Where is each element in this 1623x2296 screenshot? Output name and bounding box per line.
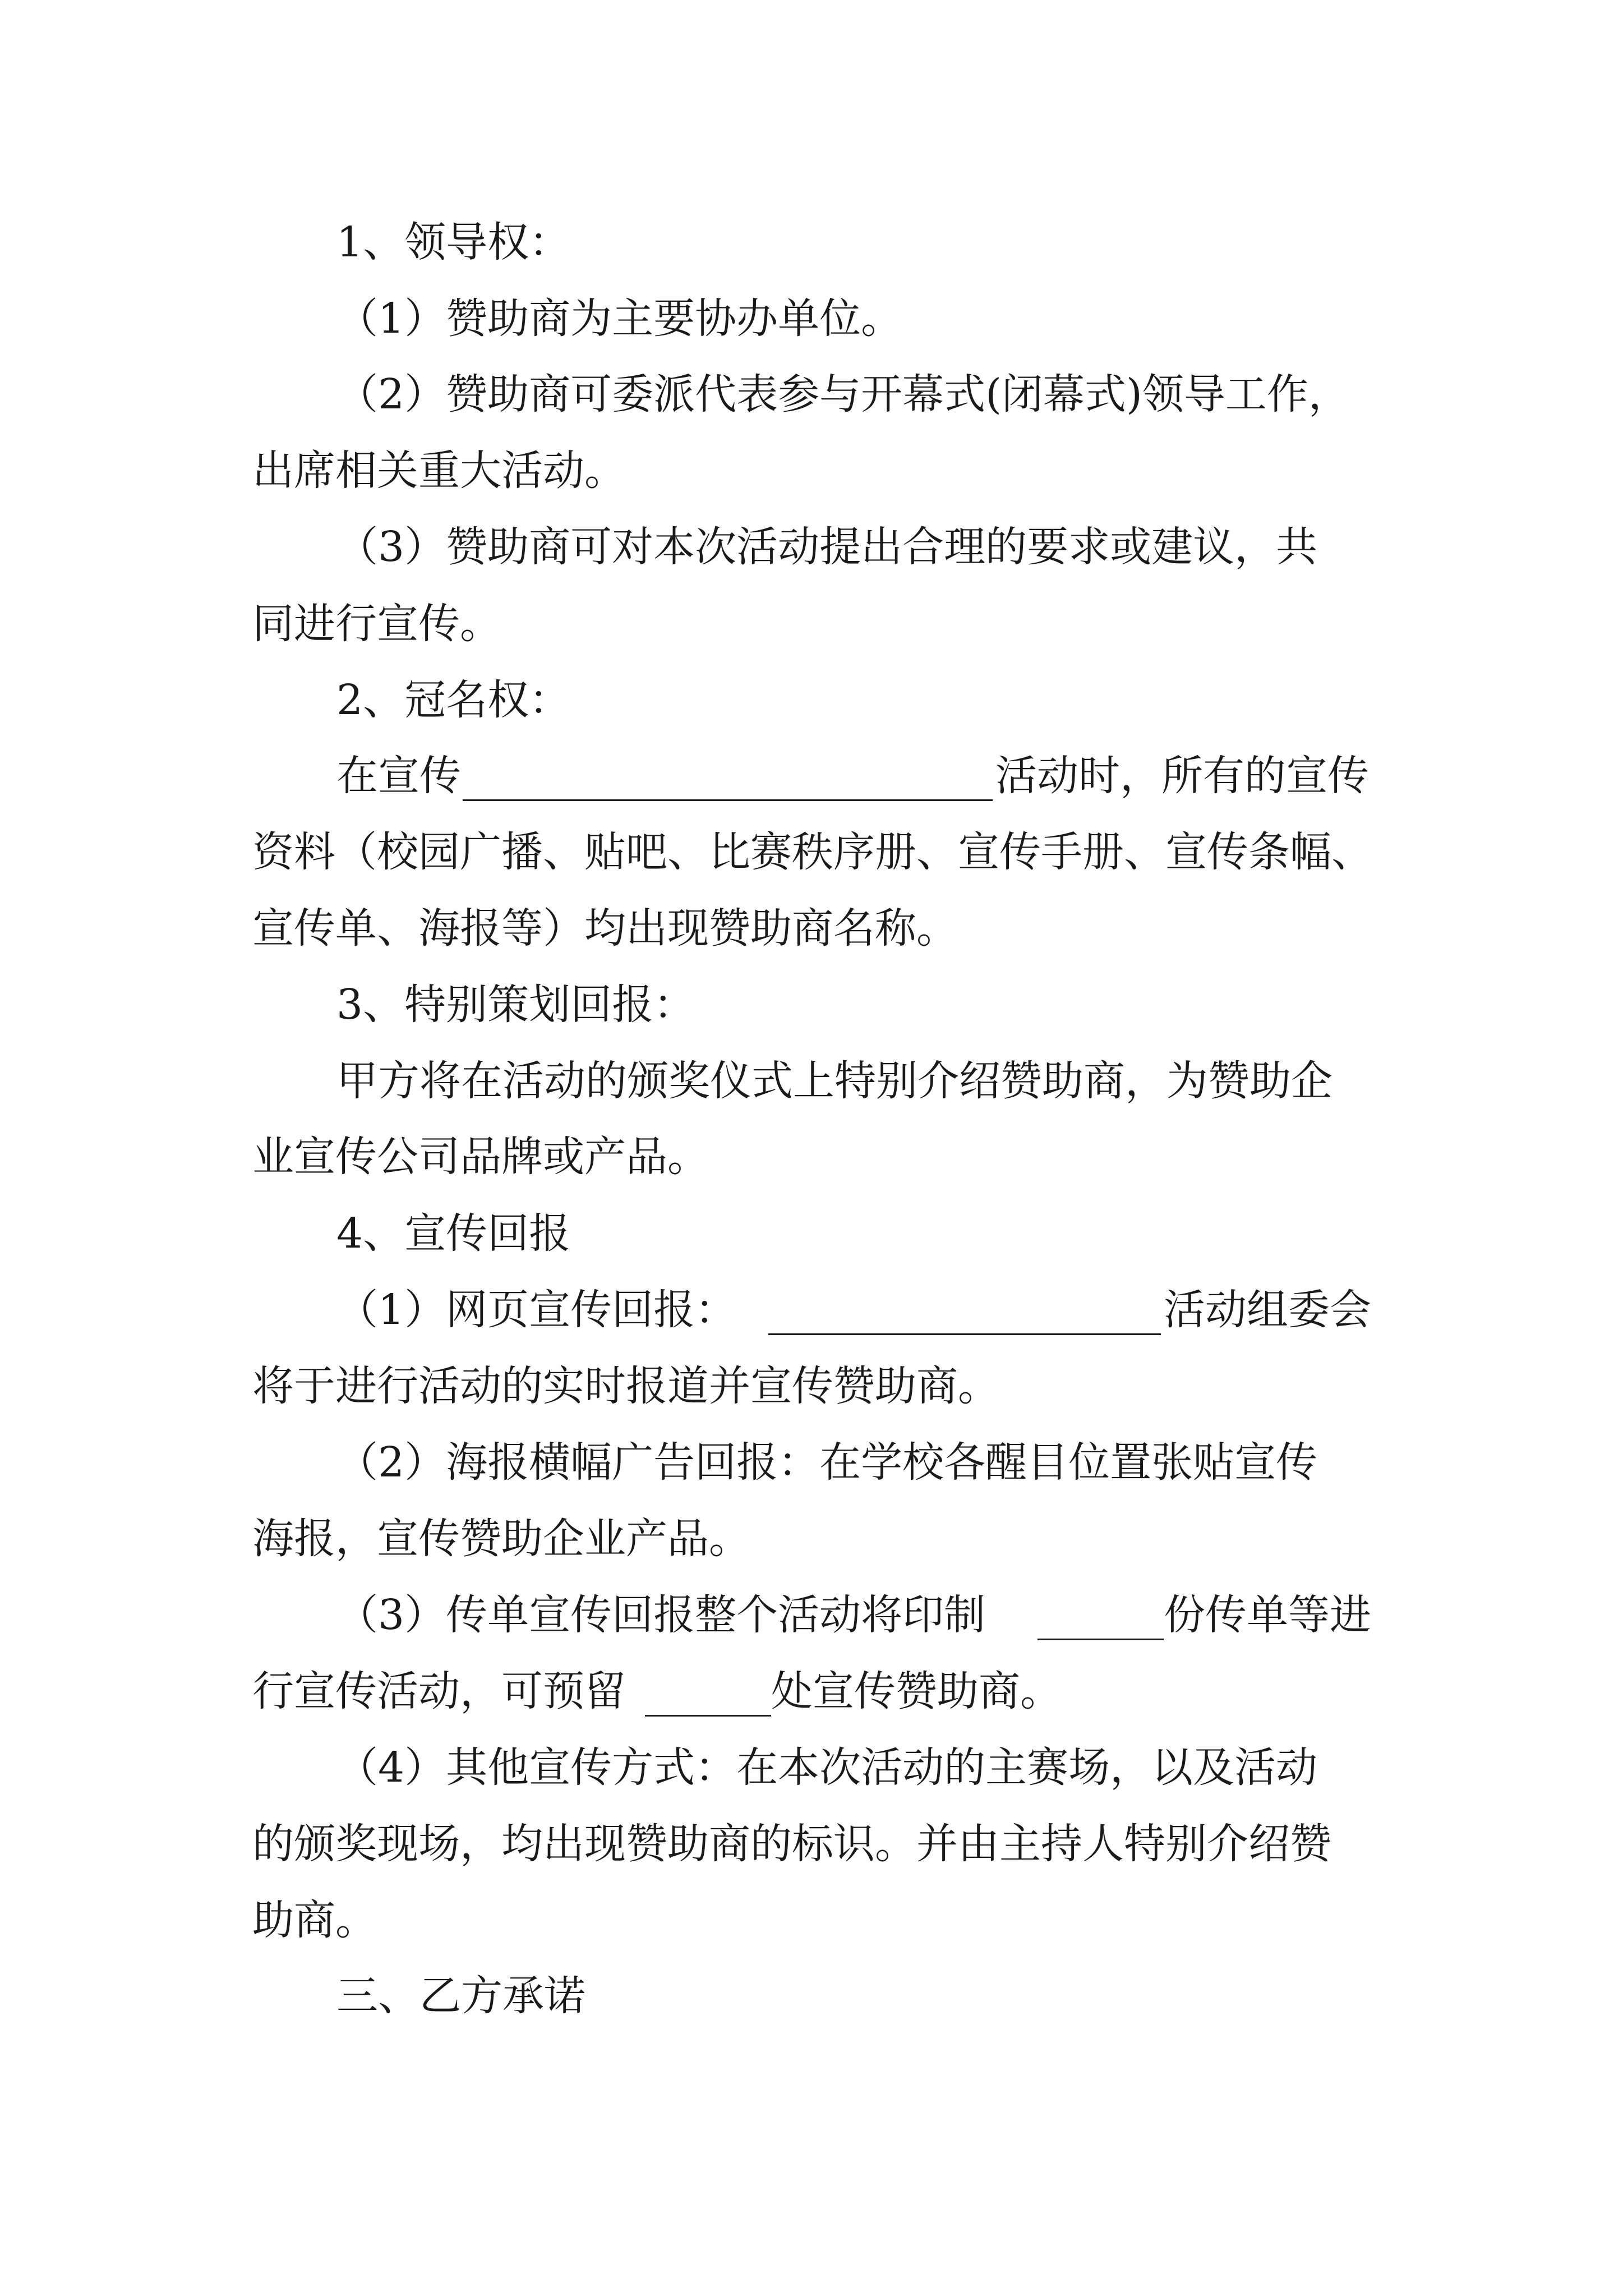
section-heading-publicity-return [0,1200,1623,1267]
paragraph-line-prefix: 在宣传 [336,752,461,800]
paragraph-line: 出席相关重大活动。 [252,447,626,495]
paragraph-line-suffix: 处宣传赞助商。 [771,1667,1062,1715]
paragraph-line: （4）其他宣传方式：在本次活动的主赛场，以及活动 [336,1743,1318,1792]
paragraph-continuation [0,1887,1623,1954]
paragraph-continuation [0,818,1623,886]
paragraph-line: 宣传单、海报等）均出现赞助商名称。 [252,904,958,953]
fill-in-blank [768,1333,1161,1335]
paragraph-line: 的颁奖现场，均出现赞助商的标识。并由主持人特别介绍赞 [252,1820,1331,1868]
paragraph-line-suffix: 活动组委会 [1164,1286,1371,1334]
list-item-with-blank [0,1276,1623,1343]
paragraph-line: 甲方将在活动的颁奖仪式上特别介绍赞助商，为赞助企 [336,1057,1332,1105]
paragraph-line-prefix: （1）网页宣传回报： [336,1286,737,1334]
paragraph-continuation [0,1810,1623,1878]
paragraph-continuation [0,1505,1623,1572]
section-heading-special-return [0,971,1623,1038]
paragraph-line: （2）海报横幅广告回报：在学校各醒目位置张贴宣传 [336,1438,1318,1487]
heading-text: 3、特别策划回报： [336,981,695,1029]
paragraph-line: 助商。 [252,1896,377,1944]
paragraph-continuation [0,437,1623,504]
paragraph-continuation [0,1352,1623,1420]
fill-in-blank [1038,1639,1164,1640]
paragraph-line-prefix: （3）传单宣传回报整个活动将印制 [336,1591,986,1639]
paragraph-continuation [0,590,1623,657]
heading-text: 2、冠名权： [336,676,571,724]
paragraph-continuation [0,1123,1623,1190]
fill-in-blank [463,799,993,801]
paragraph-line-suffix: 份传单等进 [1164,1591,1371,1639]
paragraph-with-blank [0,742,1623,809]
fill-in-blank [645,1715,771,1717]
paragraph-line: （3）赞助商可对本次活动提出合理的要求或建议，共 [336,523,1318,571]
part-heading-party-b-commitment [0,1962,1623,2030]
section-heading-leadership [0,209,1623,276]
paragraph-continuation-with-blank [0,1658,1623,1725]
list-item [0,361,1623,428]
paragraph-continuation [0,895,1623,962]
paragraph-line-prefix: 行宣传活动，可预留 [252,1667,626,1715]
paragraph-line: 业宣传公司品牌或产品。 [252,1133,709,1181]
heading-text: 三、乙方承诺 [336,1972,585,2020]
list-item [0,1734,1623,1801]
list-item [0,513,1623,581]
heading-text: 1、领导权： [336,218,571,266]
paragraph-line: （2）赞助商可委派代表参与开幕式(闭幕式)领导工作， [336,370,1350,418]
paragraph-line-suffix: 活动时，所有的宣传 [995,752,1369,800]
list-item [0,285,1623,352]
list-item-with-blank [0,1581,1623,1649]
paragraph-line: 将于进行活动的实时报道并宣传赞助商。 [252,1362,999,1410]
paragraph-line: 海报，宣传赞助企业产品。 [252,1515,750,1563]
paragraph [0,1047,1623,1115]
paragraph-line: （1）赞助商为主要协办单位。 [336,295,903,343]
list-item [0,1429,1623,1496]
heading-text: 4、宣传回报 [336,1209,571,1258]
section-heading-naming-rights [0,666,1623,734]
paragraph-line: 资料（校园广播、贴吧、比赛秩序册、宣传手册、宣传条幅、 [252,828,1373,876]
paragraph-line: 同进行宣传。 [252,600,501,648]
